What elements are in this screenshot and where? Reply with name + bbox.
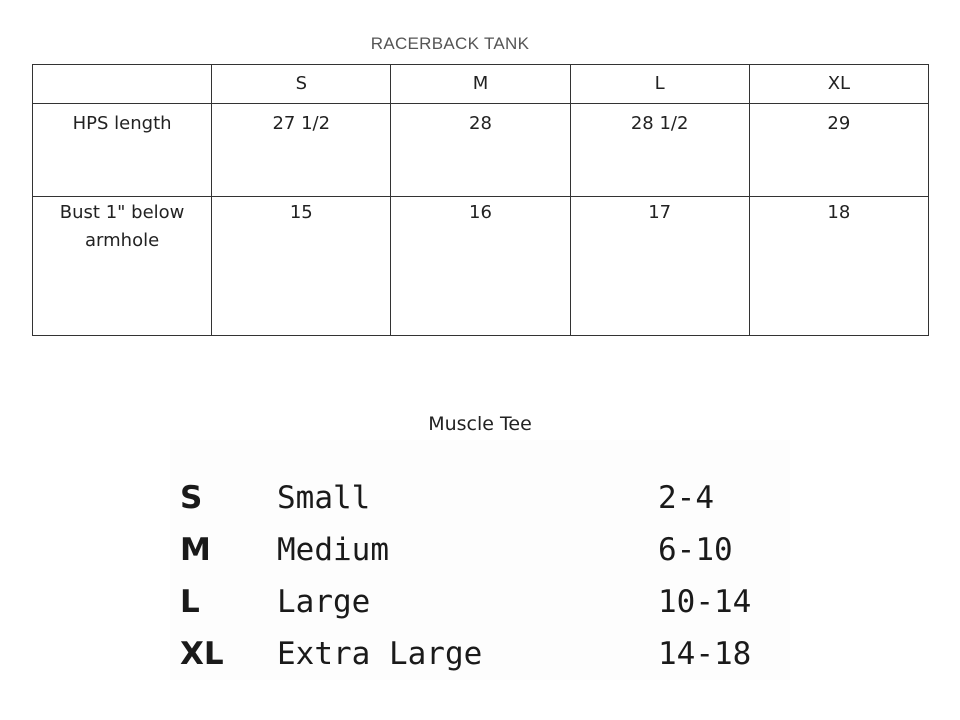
racerback-size-table	[32, 64, 929, 336]
header-cell-m: M	[391, 65, 570, 104]
size-name: Large	[277, 584, 371, 620]
list-item	[170, 472, 790, 524]
table-header-row	[33, 65, 929, 104]
muscle-tee-size-chart	[170, 440, 790, 680]
size-range: 6-10	[658, 532, 733, 568]
header-cell-l: L	[570, 65, 749, 104]
table-cell: 16	[391, 197, 570, 336]
table-cell: 29	[749, 104, 928, 197]
row-label-hps-length: HPS length	[33, 104, 212, 197]
table-cell: 17	[570, 197, 749, 336]
header-cell-s: S	[212, 65, 391, 104]
size-code: L	[180, 584, 200, 620]
table-row	[33, 197, 929, 336]
list-item	[170, 576, 790, 628]
table-row	[33, 104, 929, 197]
size-code: S	[180, 480, 203, 516]
muscle-tee-title: Muscle Tee	[428, 413, 532, 435]
size-range: 14-18	[658, 636, 752, 672]
table-cell: 27 1/2	[212, 104, 391, 197]
row-label-bust: Bust 1" below armhole	[33, 197, 212, 336]
size-code: XL	[180, 636, 224, 672]
size-name: Extra Large	[277, 636, 483, 672]
size-range: 10-14	[658, 584, 752, 620]
header-cell-xl: XL	[749, 65, 928, 104]
size-range: 2-4	[658, 480, 714, 516]
list-item	[170, 524, 790, 576]
list-item	[170, 628, 790, 680]
table-cell: 28 1/2	[570, 104, 749, 197]
racerback-title: RACERBACK TANK	[370, 34, 530, 53]
size-name: Small	[277, 480, 371, 516]
size-code: M	[180, 532, 211, 568]
header-cell-empty	[33, 65, 212, 104]
table-cell: 28	[391, 104, 570, 197]
size-name: Medium	[277, 532, 389, 568]
table-cell: 18	[749, 197, 928, 336]
table-cell: 15	[212, 197, 391, 336]
